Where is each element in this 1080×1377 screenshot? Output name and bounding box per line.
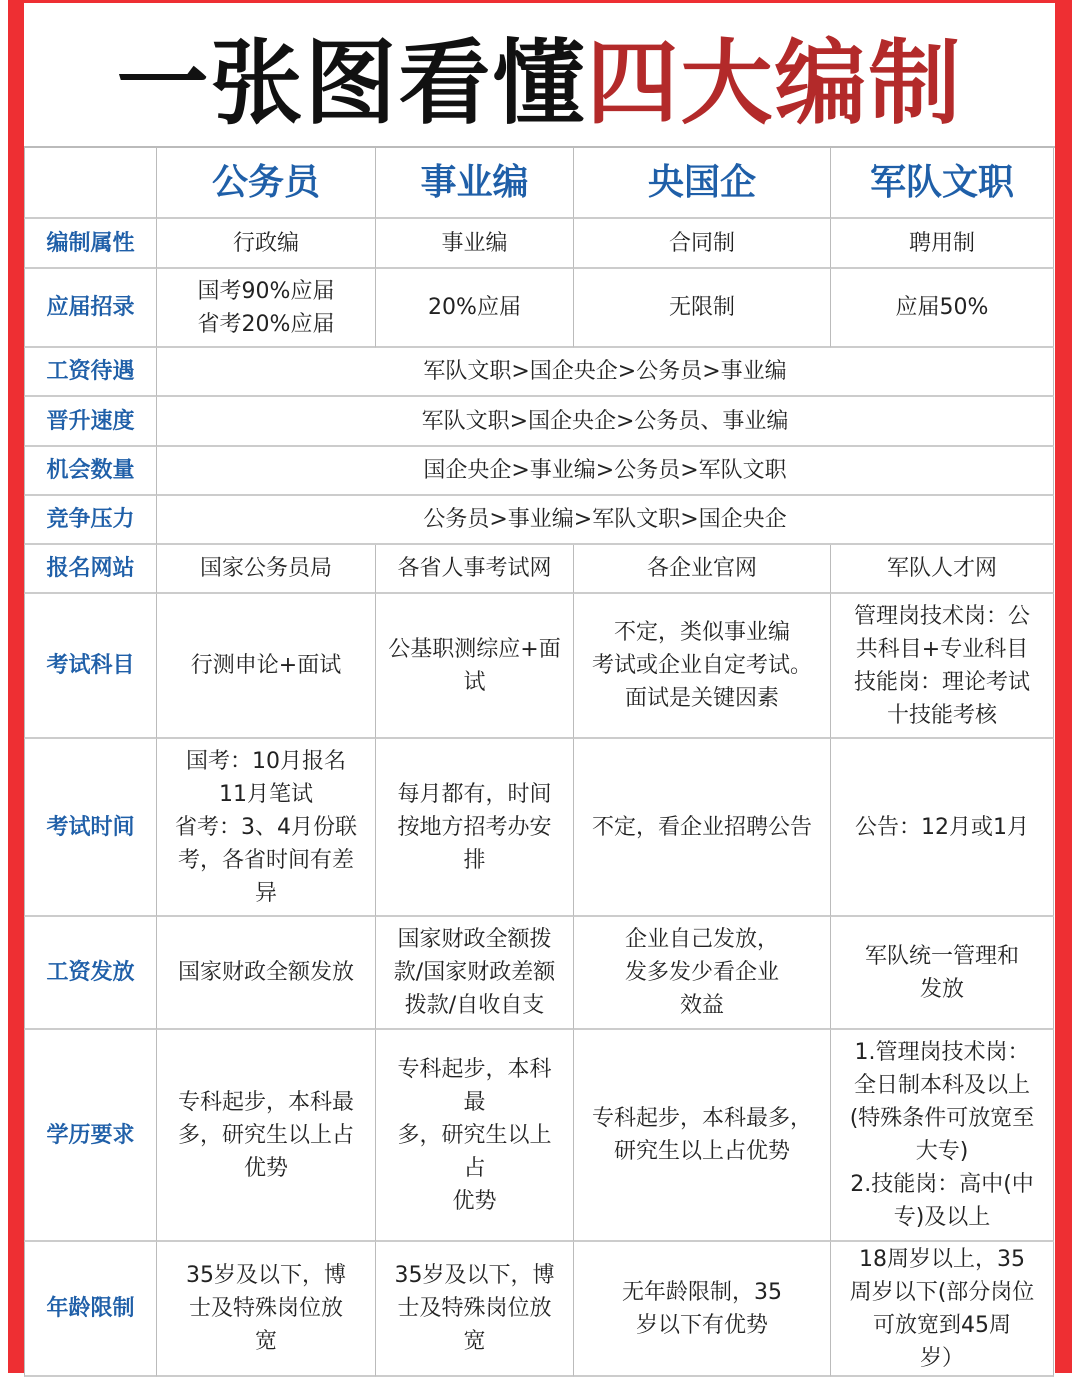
row-label: 学历要求 xyxy=(24,1030,157,1242)
table-cell: 1.管理岗技术岗： 全日制本科及以上 (特殊条件可放宽至 大专) 2.技能岗：高中(中 专)及以上 xyxy=(831,1030,1054,1242)
column-header: 公务员 xyxy=(157,148,376,219)
row-label: 晋升速度 xyxy=(24,397,157,447)
row-label: 竞争压力 xyxy=(24,496,157,545)
table-cell: 专科起步，本科最多， 研究生以上占优势 xyxy=(574,1030,831,1242)
table-cell: 事业编 xyxy=(376,219,574,269)
table-cell: 各企业官网 xyxy=(574,545,831,594)
table-cell: 国考90%应届 省考20%应届 xyxy=(157,269,376,348)
table-cell: 专科起步，本科最 多，研究生以上占 优势 xyxy=(157,1030,376,1242)
table-cell: 无年龄限制，35 岁以下有优势 xyxy=(574,1242,831,1377)
merged-cell: 国企央企>事业编>公务员>军队文职 xyxy=(157,447,1054,496)
merged-cell: 军队文职>国企央企>公务员>事业编 xyxy=(157,348,1054,397)
table-cell: 国考：10月报名 11月笔试 省考：3、4月份联 考，各省时间有差 异 xyxy=(157,739,376,917)
table-cell: 35岁及以下，博 士及特殊岗位放 宽 xyxy=(157,1242,376,1377)
frame-border-left xyxy=(8,0,24,1373)
header-empty-cell xyxy=(24,148,157,219)
row-label: 工资待遇 xyxy=(24,348,157,397)
table-cell: 公告：12月或1月 xyxy=(831,739,1054,917)
row-label: 年龄限制 xyxy=(24,1242,157,1377)
row-label: 应届招录 xyxy=(24,269,157,348)
table-cell: 无限制 xyxy=(574,269,831,348)
frame-border-top xyxy=(8,0,1072,3)
table-cell: 公基职测综应+面 试 xyxy=(376,594,574,739)
table-cell: 国家公务员局 xyxy=(157,545,376,594)
comparison-table xyxy=(24,146,1055,1377)
table-cell: 国家财政全额拨 款/国家财政差额 拨款/自收自支 xyxy=(376,917,574,1030)
table-cell: 军队人才网 xyxy=(831,545,1054,594)
column-header: 事业编 xyxy=(376,148,574,219)
column-header: 央国企 xyxy=(574,148,831,219)
row-label: 编制属性 xyxy=(24,219,157,269)
column-header: 军队文职 xyxy=(831,148,1054,219)
table-cell: 各省人事考试网 xyxy=(376,545,574,594)
table-cell: 军队统一管理和 发放 xyxy=(831,917,1054,1030)
merged-cell: 公务员>事业编>军队文职>国企央企 xyxy=(157,496,1054,545)
table-cell: 不定，看企业招聘公告 xyxy=(574,739,831,917)
table-cell: 聘用制 xyxy=(831,219,1054,269)
title-part-black: 一张图看懂 xyxy=(116,29,587,137)
row-label: 报名网站 xyxy=(24,545,157,594)
merged-cell: 军队文职>国企央企>公务员、事业编 xyxy=(157,397,1054,447)
row-label: 考试科目 xyxy=(24,594,157,739)
frame-border-right xyxy=(1055,0,1072,1373)
row-label: 考试时间 xyxy=(24,739,157,917)
table-cell: 20%应届 xyxy=(376,269,574,348)
table-cell: 应届50% xyxy=(831,269,1054,348)
row-label: 工资发放 xyxy=(24,917,157,1030)
row-label: 机会数量 xyxy=(24,447,157,496)
table-cell: 35岁及以下，博 士及特殊岗位放 宽 xyxy=(376,1242,574,1377)
title-part-red: 四大编制 xyxy=(586,29,963,137)
table-cell: 每月都有，时间 按地方招考办安 排 xyxy=(376,739,574,917)
table-cell: 不定，类似事业编 考试或企业自定考试。 面试是关键因素 xyxy=(574,594,831,739)
table-cell: 合同制 xyxy=(574,219,831,269)
table-cell: 专科起步，本科 最 多，研究生以上 占 优势 xyxy=(376,1030,574,1242)
table-cell: 企业自己发放， 发多发少看企业 效益 xyxy=(574,917,831,1030)
table-cell: 行测申论+面试 xyxy=(157,594,376,739)
table-cell: 行政编 xyxy=(157,219,376,269)
table-cell: 国家财政全额发放 xyxy=(157,917,376,1030)
table-cell: 管理岗技术岗：公 共科目+专业科目 技能岗：理论考试 十技能考核 xyxy=(831,594,1054,739)
table-cell: 18周岁以上，35 周岁以下(部分岗位 可放宽到45周 岁） xyxy=(831,1242,1054,1377)
page-title xyxy=(24,8,1055,143)
